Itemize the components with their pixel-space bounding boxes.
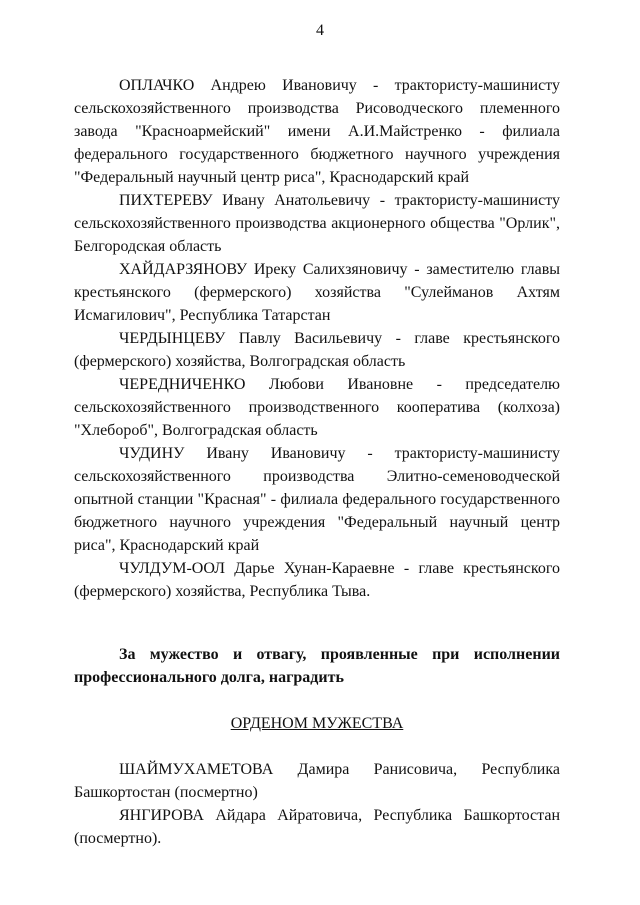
recipient-entry: ПИХТЕРЕВУ Ивану Анатольевичу - трактористу-машинисту сельскохозяйственного производства акционерного общества "Орлик", Белгородская область bbox=[74, 192, 560, 255]
page-number: 4 bbox=[316, 22, 324, 39]
decree-clause: За мужество и отвагу, проявленные при исполнении профессионального долга, наградить bbox=[74, 646, 560, 686]
recipient-entry: ЧЕРЕДНИЧЕНКО Любови Ивановне - председателю сельскохозяйственного производственного кооператива (колхоза) "Хлебороб", Волгоградская область bbox=[74, 376, 560, 439]
document-body bbox=[74, 74, 560, 850]
section-spacer bbox=[74, 603, 560, 623]
recipient-entry: ЯНГИРОВА Айдара Айратовича, Республика Башкортостан (посмертно). bbox=[74, 807, 560, 847]
recipient-entry: ХАЙДАРЗЯНОВУ Иреку Салихзяновичу - заместителю главы крестьянского (фермерского) хозяйства "Сулейманов Ахтям Исмагилович", Республика Татарстан bbox=[74, 261, 560, 324]
recipient-entry: ШАЙМУХАМЕТОВА Дамира Ранисовича, Республика Башкортостан (посмертно) bbox=[74, 761, 560, 801]
recipient-entry: ЧУЛДУМ-ООЛ Дарье Хунан-Караевне - главе крестьянского (фермерского) хозяйства, Республика Тыва. bbox=[74, 560, 560, 600]
section-spacer bbox=[74, 623, 560, 643]
recipient-entry: ОПЛАЧКО Андрею Ивановичу - трактористу-машинисту сельскохозяйственного производства Рисоводческого племенного завода "Красноармейский" имени А.И.Майстренко - филиала федерального государственного бюджетного научного учреждения "Федеральный научный центр риса", Краснодарский край bbox=[74, 77, 560, 186]
recipient-entry: ЧЕРДЫНЦЕВУ Павлу Васильевичу - главе крестьянского (фермерского) хозяйства, Волгоградская область bbox=[74, 330, 560, 370]
award-title: ОРДЕНОМ МУЖЕСТВА bbox=[230, 715, 404, 732]
recipient-entry: ЧУДИНУ Ивану Ивановичу - трактористу-машинисту сельскохозяйственного производства Элитно-семеноводческой опытной станции "Красная" - филиала федерального государственного бюджетного научного учреждения "Федеральный научный центр риса", Краснодарский край bbox=[74, 445, 560, 554]
